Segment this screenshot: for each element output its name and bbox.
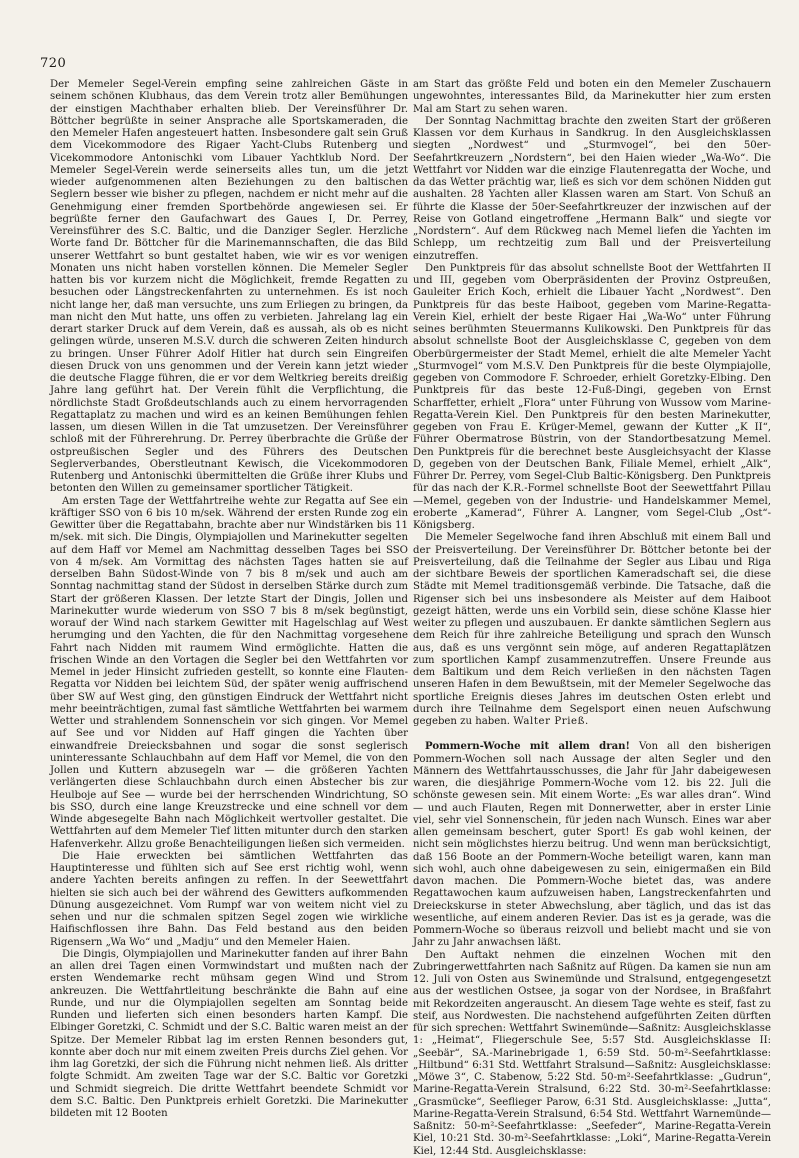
paragraph-closing: [413, 532, 771, 728]
closing-text: Die Memeler Segelwoche fand ihren Abschluß mit einem Ball und der Preisverteilung. Der Vereinsführer Dr. Böttcher betonte bei der Preisverteilung, daß die Teilnahme der Segler aus Libau und Riga der sichtbare Beweis der sportlichen Kameradschaft sei, die diese Städte mit Memel traditionsgemäß verbinde. Die Tatsache, daß die Rigenser sich bei uns insbesondere als Meister auf dem Haiboot gezeigt hätten, werde uns ein Vorbild sein, diese schöne Klasse hier weiter zu pflegen und auszubauen. Er dankte sämtlichen Seglern aus dem Reich für ihre zahlreiche Beteiligung und sprach den Wunsch aus, daß es uns vergönnt sein möge, auf anderen Regattaplätzen zum sportlichen Kampf zusammenzutreffen. Unsere Freunde aus dem Baltikum und dem Reich verließen in den nächsten Tagen unseren Hafen in dem Bewußtsein, mit der Memeler Segelwoche das sportliche Ereignis dieses Jahres im deutschen Osten erlebt und durch ihre Teilnahme dem Segelsport einen neuen Aufschwung gegeben zu haben.: [413, 532, 771, 727]
paragraph-sunday-start: Der Sonntag Nachmittag brachte den zweiten Start der größeren Klassen vor dem Kurhaus in Sandkrug. In den Ausgleichsklassen siegten „Nordwest“ und „Sturmvogel“, bei den 50er-Seefahrtkreuzern „Nordstern“, bei den Haien wieder „Wa-Wo“. Die Wettfahrt vor Nidden war die einzige Flautenregatta der Woche, und da das Wetter prächtig war, ließ es sich vor dem schönen Nidden gut aushalten. 28 Yachten aller Klassen waren am Start. Von Schuß an führte die Klasse der 50er-Seefahrtkreuzer der inzwischen auf der Reise von Gotland eingetroffene „Hermann Balk“ und siegte vor „Nordstern“. Auf dem Rückweg nach Memel liefen die Yachten im Schlepp, um rechtzeitig zum Ball und der Preisverteilung einzutreffen.: [413, 115, 771, 262]
paragraph-point-prizes: Den Punktpreis für das absolut schnellste Boot der Wettfahrten II und III, gegeben vom Oberpräsidenten der Provinz Ostpreußen, Gauleiter Erich Koch, erhielt die Libauer Yacht „Nordwest“. Den Punktpreis für das beste Haiboot, gegeben vom Marine-Regatta-Verein Kiel, erhielt der beste Rigaer Hai „Wa-Wo“ unter Führung seines berühmten Steuermanns Kulikowski. Den Punktpreis für das absolut schnellste Boot der Ausgleichsklasse C, gegeben von dem Oberbürgermeister der Stadt Memel, erhielt die alte Memeler Yacht „Sturmvogel“ vom M.S.V. Den Punktpreis für die beste Olympiajolle, gegeben von Commodore F. Schroeder, erhielt Goretzky-Elbing. Den Punktpreis für das beste 12-Fuß-Dingi, gegeben von Ernst Scharffetter, erhielt „Flora“ unter Führung von Wussow vom Marine-Regatta-Verein Kiel. Den Punktpreis für den besten Marinekutter, gegeben von Frau E. Krüger-Memel, gewann der Kutter „K II“, Führer Obermatrose Büstrin, von der Standortbesatzung Memel. Den Punktpreis für die berechnet beste Ausgleichsyacht der Klasse D, gegeben von der Deutschen Bank, Filiale Memel, erhielt „Alk“, Führer Dr. Perrey, vom Segel-Club Baltic-Königsberg. Den Punktpreis für das nach der K.R.-Formel schnellste Boot der Seewettfahrt Pillau—Memel, gegeben von der Industrie- und Handelskammer Memel, eroberte „Kamerad“, Führer A. Langner, vom Segel-Club „Ost“-Königsberg.: [413, 262, 771, 531]
page-number: 720: [40, 56, 67, 71]
author-signature: Walter Prieß.: [513, 716, 589, 727]
section-heading-pommern-woche: Pommern-Woche mit allem dran!: [425, 740, 630, 753]
pommern-body: Von all den bisherigen Pommern-Wochen soll nach Aussage der alten Segler und den Männern des Wettfahrtausschusses, die Jahr für Jahr dabeigewesen waren, die diesjährige Pommern-Woche vom 12. bis 22. Juli die schönste gewesen sein. Mit einem Worte: „Es war alles dran“. Wind — und auch Flauten, Regen mit Donnerwetter, aber in erster Linie viel, sehr viel Sonnenschein, für jeden nach Wunsch. Eines war aber allen gemeinsam beschert, guter Sport! Es gab wohl keinen, der nicht sein möglichstes hierzu beitrug. Und wenn man berücksichtigt, daß 156 Boote an der Pommern-Woche beteiligt waren, kann man sich wohl, auch ohne dabeigewesen zu sein, einigermaßen ein Bild davon machen. Die Pommern-Woche bietet das, was andere Regattawochen kaum aufzuweisen haben, Langstreckenfahrten und Dreieckskurse in steter Abwechslung, aber täglich, und das ist das wesentliche, auf einem anderen Revier. Das ist es ja gerade, was die Pommern-Woche so überaus reizvoll und beliebt macht und sie von Jahr zu Jahr anwachsen läßt.: [413, 741, 772, 949]
paragraph-continuation: am Start das größte Feld und boten ein den Memeler Zuschauern ungewohntes, interessantes Bild, da Marinekutter hier zum ersten Mal am Start zu sehen waren.: [413, 79, 771, 115]
paragraph-clubhouse-reception: Der Memeler Segel-Verein empfing seine zahlreichen Gäste in seinem schönen Klubhaus, das dem Verein trotz aller Bemühungen der einstigen Machthaber erhalten blieb. Der Vereinsführer Dr. Böttcher begrüßte in seiner Ansprache alle Sportskameraden, die den Memeler Hafen angesteuert hatten. Insbesondere galt sein Gruß dem Vicekommodore des Rigaer Yacht-Clubs Rutenberg und Vicekommodore Antonischki vom Libauer Yachtklub Nord. Der Memeler Segel-Verein werde seinerseits alles tun, um die jetzt wieder aufgenommenen alten Beziehungen zu den baltischen Seglern besser wie bisher zu pflegen, nachdem er nicht mehr auf die Genehmigung einer fremden Sportbehörde angewiesen sei. Er begrüßte ferner den Gaufachwart des Gaues I, Dr. Perrey, Vereinsführer des S.C. Baltic, und die Danziger Segler. Herzliche Worte fand Dr. Böttcher für die Marinemannschaften, die das Bild unserer Wettfahrt so bunt gestaltet haben, wie wir es vor wenigen Monaten uns nicht haben vorstellen können. Die Memeler Segler hatten bis vor kurzem nicht die Möglichkeit, fremde Regatten zu besuchen oder Längstreckenfahrten zu unternehmen. Es ist noch nicht lange her, daß man versuchte, uns zum Erliegen zu bringen, da man nicht den Mut hatte, uns offen zu verbieten. Jahrelang lag ein derart starker Druck auf dem Verein, daß es aussah, als ob es nicht gelingen würde, unseren M.S.V. durch die schweren Zeiten hindurch zu bringen. Unser Führer Adolf Hitler hat durch sein Eingreifen diesen Druck von uns genommen und der Verein kann jetzt wieder die deutsche Flagge führen, die er vor dem Weltkrieg bereits dreißig Jahre lang geführt hat. Der Verein fühlt die Verpflichtung, die nördlichste Stadt Großdeutschlands auch zu einem hervorragenden Regattaplatz zu machen und wird es an keinen Bemühungen fehlen lassen, um diesen Willen in die Tat umzusetzen. Der Vereinsführer schloß mit der Führerehrung. Dr. Perrey überbrachte die Grüße der ostpreußischen Segler und des Führers des Deutschen Seglerverbandes, Oberstleutnant Kewisch, die Vicekommodoren Rutenberg und Antonischki übermittelten die Grüße ihrer Klubs und betonten den Willen zu gemeinsamer sportlicher Tätigkeit.: [50, 79, 408, 495]
left-column: [50, 79, 408, 1119]
paragraph-auftakt: Den Auftakt nehmen die einzelnen Wochen mit den Zubringerwettfahrten nach Saßnitz auf Rügen. Da kamen sie nun am 12. Juli von Osten aus Swinemünde und Stralsund, entgegengesetzt aus der westlichen Ostsee, ja sogar von der Nordsee, in Braßfahrt mit Rekordzeiten angerauscht. An diesem Tage wehte es steif, fast zu steif, aus Nordwesten. Die nachstehend aufgeführten Zeiten dürften für sich sprechen: Wettfahrt Swinemünde—Saßnitz: Ausgleichsklasse 1: „Heimat“, Fliegerschule See, 5:57 Std. Ausgleichsklasse II: „Seebär“, SA.-Marinebrigade 1, 6:59 Std. 50-m²-Seefahrtklasse: „Hiltbund“ 6:31 Std. Wettfahrt Stralsund—Saßnitz: Ausgleichsklasse: „Möwe 3“, C. Stabenow, 5:22 Std. 50-m²-Seefahrtklasse: „Gudrun“, Marine-Regatta-Verein Stralsund, 6:22 Std. 30-m²-Seefahrtklasse: „Grasmücke“, Seeflieger Parow, 6:31 Std. Ausgleichsklasse: „Jutta“, Marine-Regatta-Verein Stralsund, 6:54 Std. Wettfahrt Warnemünde—Saßnitz: 50-m²-Seefahrtklasse: „Seefeder“, Marine-Regatta-Verein Kiel, 10:21 Std. 30-m²-Seefahrtklasse: „Loki“, Marine-Regatta-Verein Kiel, 12:44 Std. Ausgleichsklasse:: [413, 949, 771, 1157]
paragraph-hai-class: Die Haie erweckten bei sämtlichen Wettfahrten das Hauptinteresse und fühlten sich auf See erst richtig wohl, wenn andere Yachten bereits anfingen zu reffen. In der Seewettfahrt hielten sie sich auch bei der während des Gewitters aufkommenden Dünung ausgezeichnet. Vom Rumpf war von weitem nicht viel zu sehen und nur die schmalen spitzen Segel zogen wie wirkliche Haifischflossen ihre Bahn. Das Feld bestand aus den beiden Rigensern „Wa Wo“ und „Madju“ und den Memeler Haien.: [50, 850, 408, 948]
paragraph-weather-report: Am ersten Tage der Wettfahrtreihe wehte zur Regatta auf See ein kräftiger SSO von 6 bis 10 m/sek. Während der ersten Runde zog ein Gewitter über die Regattabahn, brachte aber nur Windstärken bis 11 m/sek. mit sich. Die Dingis, Olympiajollen und Marinekutter segelten auf dem Haff vor Memel am Nachmittag desselben Tages bei SSO von 4 m/sek. Am Vormittag des nächsten Tages hatten sie auf derselben Bahn Südost-Winde von 7 bis 8 m/sek und auch am Sonntag nachmittag stand der Südost in derselben Stärke durch zum Start der größeren Klassen. Der letzte Start der Dingis, Jollen und Marinekutter wurde wiederum von SSO 7 bis 8 m/sek begünstigt, worauf der Wind nach starkem Gewitter mit Hagelschlag auf West herumging und den Yachten, die für den Nachmittag vorgesehene Fahrt nach Nidden mit raumem Wind ermöglichte. Hatten die frischen Winde an den Vortagen die Segler bei den Wettfahrten vor Memel in jeder Hinsicht zufrieden gestellt, so konnte eine Flauten-Regatta vor Nidden bei leichtem Süd, der später wenig auffrischend über SW auf West ging, den günstigen Eindruck der Wettfahrt nicht mehr beeinträchtigen, zumal fast sämtliche Wettfahrten bei warmem Wetter und strahlendem Sonnenschein vor sich gingen. Vor Memel auf See und vor Nidden auf Haff gingen die Yachten über einwandfreie Dreiecksbahnen und sogar die sonst seglerisch uninteressante Schlauchbahn auf dem Haff vor Memel, die von den Jollen und Kuttern abzusegeln war — die größeren Yachten verlängerten diese Schlauchbahn durch einen Abstecher bis zur Heulboje auf See — wurde bei der herrschenden Windrichtung, SO bis SSO, durch eine lange Kreuzstrecke und eine schnell vor dem Winde abgesegelte Bahn nach Möglichkeit wertvoller gestaltet. Die Wettfahrten auf dem Memeler Tief litten mitunter durch den starken Hafenverkehr. Allzu große Benachteiligungen ließen sich vermeiden.: [50, 495, 408, 850]
paragraph-dingis-jollen: Die Dingis, Olympiajollen und Marinekutter fanden auf ihrer Bahn an allen drei Tagen einen Vormwindstart und mußten nach der ersten Wendemarke recht mühsam gegen Wind und Strom ankreuzen. Die Wettfahrtleitung beschränkte die Bahn auf eine Runde, und nur die Olympiajollen segelten am Sonntag beide Runden und lieferten sich einen besonders harten Kampf. Die Elbinger Goretzki, C. Schmidt und der S.C. Baltic waren meist an der Spitze. Der Memeler Ribbat lag im ersten Rennen besonders gut, konnte aber doch nur mit einem zweiten Preis durchs Ziel gehen. Vor ihm lag Goretzki, der sich die Führung nicht nehmen ließ. Als dritter folgte Schmidt. Am zweiten Tage war der S.C. Baltic vor Goretzki und Schmidt siegreich. Die dritte Wettfahrt beendete Schmidt vor dem S.C. Baltic. Den Punktpreis erhielt Goretzki. Die Marinekutter bildeten mit 12 Booten: [50, 948, 408, 1119]
right-column: [413, 79, 772, 1157]
paragraph-pommern-woche: [413, 740, 771, 949]
